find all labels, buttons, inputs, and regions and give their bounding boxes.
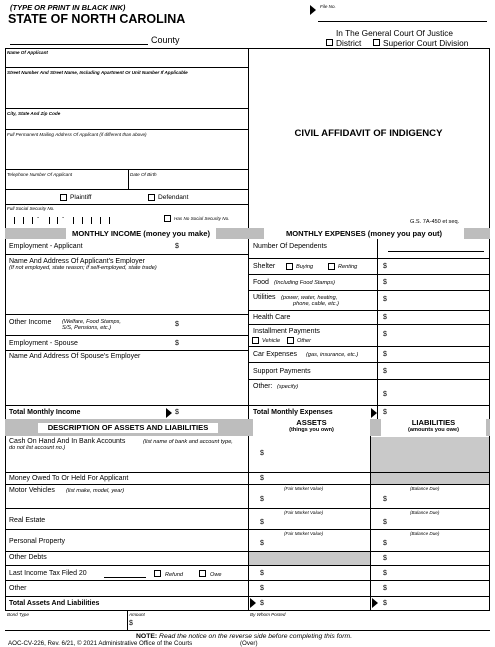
ssn-label: Full Social Security No. (7, 206, 55, 211)
motor-label: Motor Vehicles (9, 487, 55, 494)
total-expenses-arrow (371, 408, 377, 418)
court-line: In The General Court Of Justice (336, 28, 453, 38)
state-title: STATE OF NORTH CAROLINA (8, 12, 186, 26)
total-expenses-label: Total Monthly Expenses (253, 409, 333, 416)
motor-bal: (Balance Due) (410, 486, 440, 491)
tax-liab-dollar: $ (383, 570, 387, 577)
bond-amount-label: Amount (129, 612, 145, 617)
other-income-note2: S/S, Pensions, etc.) (62, 325, 112, 331)
vehicle-checkbox[interactable] (252, 337, 259, 344)
total-liab-dollar: $ (383, 600, 387, 607)
other-income-label: Other Income (9, 319, 52, 326)
other-asset-dollar: $ (260, 585, 264, 592)
city-label: City, State And Zip Code (7, 111, 61, 116)
assets-other-label: Other (9, 585, 27, 592)
expenses-other-label: Other: (253, 383, 273, 390)
applicant-name-label: Name Of Applicant (7, 50, 48, 55)
form-title: CIVIL AFFIDAVIT OF INDIGENCY (294, 128, 443, 139)
mailing-label: Full Permanent Mailing Address Of Applicant (if different than above) (7, 132, 147, 137)
total-expenses-dollar: $ (383, 409, 387, 416)
support-label: Support Payments (253, 368, 311, 375)
total-income-label: Total Monthly Income (9, 409, 81, 416)
bond-amount-dollar: $ (129, 620, 133, 627)
file-no-line[interactable] (318, 21, 487, 22)
dependents-label: Number Of Dependents (253, 243, 327, 250)
debts-assets-disabled (249, 552, 370, 565)
pp-asset-dollar: $ (260, 540, 264, 547)
pp-fmv: (Fair Market Value) (284, 531, 324, 536)
car-label: Car Expenses (253, 351, 297, 358)
file-no-arrow (310, 5, 316, 15)
over-label: (Over) (240, 640, 258, 647)
motor-asset-dollar: $ (260, 496, 264, 503)
employer-label: Name And Address Of Applicant's Employer (9, 258, 145, 265)
dob-label: Date Of Birth (130, 172, 157, 177)
owe-label: Owe (210, 572, 222, 578)
support-dollar: $ (383, 368, 387, 375)
other-income-dollar: $ (175, 321, 179, 328)
shelter-dollar: $ (383, 263, 387, 270)
utilities-note2: phone, cable, etc.) (293, 301, 340, 307)
cash-label: Cash On Hand And In Bank Accounts (9, 438, 126, 445)
debts-liab-dollar: $ (383, 555, 387, 562)
tax-asset-dollar: $ (260, 570, 264, 577)
cash-liab-disabled (371, 437, 489, 472)
real-estate-label: Real Estate (9, 517, 46, 524)
car-note: (gas, insurance, etc.) (306, 352, 359, 358)
superior-checkbox[interactable] (373, 39, 380, 46)
plaintiff-label: Plaintiff (70, 194, 92, 201)
district-label: District (336, 38, 362, 48)
income-header: MONTHLY INCOME (money you make) (66, 228, 216, 239)
utilities-note: (power, water, heating, (281, 295, 338, 301)
superior-label: Superior Court Division (383, 38, 469, 48)
footer-note: NOTE: Read the notice on the reverse side before completing this form. (136, 633, 353, 640)
re-liab-dollar: $ (383, 519, 387, 526)
file-no-label: File No. (320, 4, 336, 9)
utilities-label: Utilities (253, 294, 276, 301)
expenses-other-dollar: $ (383, 391, 387, 398)
cash-note: (list name of bank and account type, (143, 439, 233, 445)
re-asset-dollar: $ (260, 519, 264, 526)
food-note: (Including Food Stamps) (274, 280, 335, 286)
other-income-note: (Welfare, Food Stamps, (62, 319, 121, 325)
pp-bal: (Balance Due) (410, 531, 440, 536)
re-fmv: (Fair Market Value) (284, 510, 324, 515)
renting-label: Renting (338, 264, 358, 270)
motor-fmv: (Fair Market Value) (284, 486, 324, 491)
cash-note2: do not list account no.) (9, 445, 66, 451)
employer-note: (If not employed, state reason; if self-employed, state trade) (9, 265, 157, 271)
total-assets-label: Total Assets And Liabilities (9, 600, 100, 607)
employment-applicant-dollar: $ (175, 243, 179, 250)
other-liab-dollar: $ (383, 585, 387, 592)
total-liab-arrow (372, 598, 378, 608)
no-ssn-checkbox[interactable] (164, 215, 171, 222)
refund-label: Refund (165, 572, 184, 578)
motor-liab-dollar: $ (383, 496, 387, 503)
cash-dollar: $ (260, 450, 264, 457)
tax-year-line[interactable] (104, 577, 146, 578)
expenses-header: MONTHLY EXPENSES (money you pay out) (264, 228, 464, 239)
defendant-label: Defendant (158, 194, 189, 201)
district-checkbox[interactable] (326, 39, 333, 46)
bond-type-label: Bond Type (7, 612, 29, 617)
employment-spouse-dollar: $ (175, 340, 179, 347)
employment-spouse-label: Employment - Spouse (9, 340, 78, 347)
county-line[interactable] (10, 44, 148, 45)
posted-by-label: By Whom Posted (250, 612, 286, 617)
county-label: County (151, 35, 180, 45)
renting-checkbox[interactable] (328, 263, 335, 270)
street-label: Street Number And Street Name, Including Apartment Or Unit Number If Applicable (7, 70, 188, 75)
car-dollar: $ (383, 351, 387, 358)
expenses-other-note: (specify) (277, 384, 299, 390)
pp-liab-dollar: $ (383, 540, 387, 547)
liabilities-column-header: LIABILITIES (amounts you owe) (381, 419, 486, 436)
defendant-checkbox[interactable] (148, 194, 155, 201)
re-bal: (Balance Due) (410, 510, 440, 515)
shelter-label: Shelter (253, 263, 276, 270)
installment-other-checkbox[interactable] (287, 337, 294, 344)
total-income-arrow (166, 408, 172, 418)
utilities-dollar: $ (383, 296, 387, 303)
other-debts-label: Other Debts (9, 554, 47, 561)
health-label: Health Care (253, 314, 291, 321)
phone-label: Telephone Number Of Applicant (7, 172, 73, 177)
assets-header: DESCRIPTION OF ASSETS AND LIABILITIES (38, 423, 218, 433)
ssn-boxes[interactable]: - - (7, 214, 147, 224)
total-income-dollar: $ (175, 409, 179, 416)
money-owed-label: Money Owed To Or Held For Applicant (9, 475, 129, 482)
money-owed-dollar: $ (260, 475, 264, 482)
refund-checkbox[interactable] (154, 570, 161, 577)
employment-applicant-label: Employment - Applicant (9, 243, 83, 250)
no-ssn-label: Has No Social Security No. (174, 216, 230, 221)
food-label: Food (253, 279, 269, 286)
spouse-employer-label: Name And Address Of Spouse's Employer (9, 353, 141, 360)
installment-other-label: Other (297, 338, 311, 344)
dependents-line[interactable] (388, 251, 484, 252)
type-note: (TYPE OR PRINT IN BLACK INK) (10, 3, 126, 12)
food-dollar: $ (383, 279, 387, 286)
installment-dollar: $ (383, 331, 387, 338)
total-assets-arrow (250, 598, 256, 608)
total-assets-dollar: $ (260, 600, 264, 607)
assets-column-header: ASSETS (things you own) (253, 419, 370, 436)
owe-checkbox[interactable] (199, 570, 206, 577)
health-dollar: $ (383, 314, 387, 321)
plaintiff-checkbox[interactable] (60, 194, 67, 201)
tax-label: Last Income Tax Filed 20 (9, 570, 87, 577)
personal-property-label: Personal Property (9, 538, 66, 545)
owed-liab-disabled (371, 473, 489, 484)
gs-reference: G.S. 7A-450 et seq. (410, 219, 460, 225)
form-number: AOC-CV-226, Rev. 6/21, © 2021 Administrative Office of the Courts (8, 640, 193, 647)
buying-label: Buying (296, 264, 314, 270)
buying-checkbox[interactable] (286, 263, 293, 270)
motor-note: (list make, model, year) (66, 488, 125, 494)
vehicle-label: Vehicle (262, 338, 281, 344)
installment-label: Installment Payments (253, 328, 320, 335)
